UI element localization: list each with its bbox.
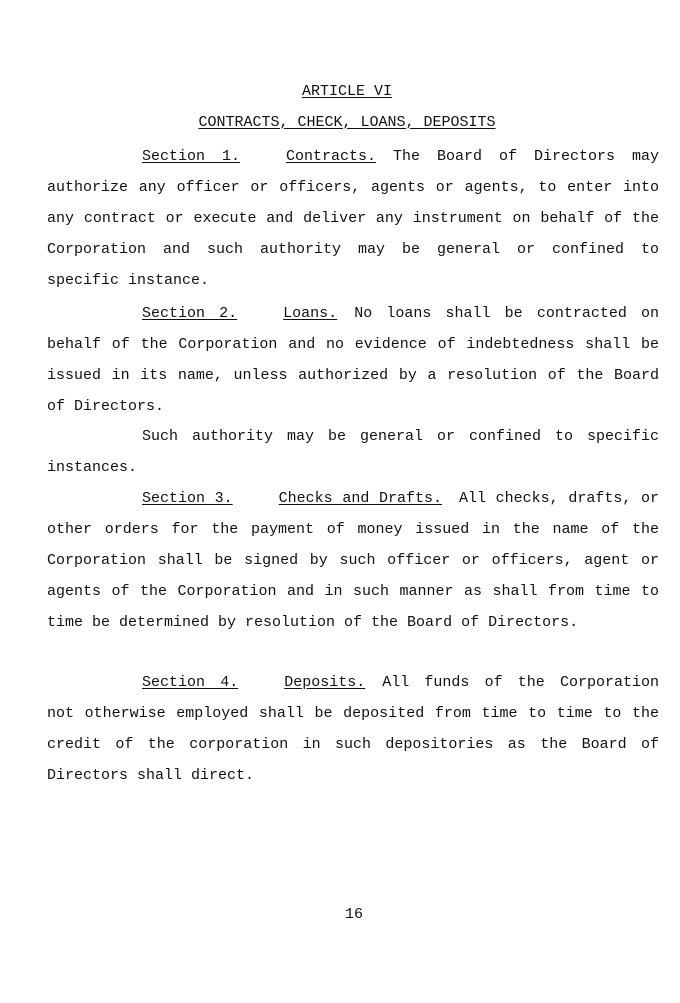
section-2-continuation-paragraph (47, 421, 659, 483)
section-4-text: All funds of the Corporation not otherwise employed shall be deposited from time to time to the credit of the corporation in such depositories as the Board of Directors shall direct. (47, 674, 659, 784)
section-2-paragraph (47, 298, 659, 422)
section-4-label: Section 4. (142, 674, 239, 691)
section-4-title: Deposits. (284, 674, 366, 691)
section-1-text: The Board of Directors may authorize any officer or officers, agents or agents, to enter into any contract or execute and deliver any instrument on behalf of the Corporation and such authority may be general or confined to specific instance. (47, 148, 659, 289)
section-1-label: Section 1. (142, 148, 240, 165)
section-2-continuation-text: Such authority may be general or confined to specific instances. (47, 428, 659, 476)
section-1-title: Contracts. (286, 148, 377, 165)
section-2-label: Section 2. (142, 305, 238, 322)
article-title: ARTICLE VI (301, 83, 392, 100)
section-3-label: Section 3. (142, 490, 233, 507)
section-2-title: Loans. (283, 305, 338, 322)
section-4-paragraph (47, 667, 659, 791)
section-3-paragraph (47, 483, 659, 638)
section-2-text: No loans shall be contracted on behalf of the Corporation and no evidence of indebtedness shall be issued in its name, unless authorized by a resolution of the Board of Directors. (47, 305, 660, 415)
section-3-text: All checks, drafts, or other orders for the payment of money issued in the name of the Corporation shall be signed by such officer or officers, agent or agents of the Corporation and in such manner as shall from time to time be determined by resolution of the Board of Directors. (47, 490, 660, 631)
section-1-paragraph (47, 141, 659, 296)
page-number: 16 (344, 906, 363, 923)
section-3-title: Checks and Drafts. (278, 490, 443, 507)
article-subtitle: CONTRACTS, CHECK, LOANS, DEPOSITS (198, 114, 496, 131)
